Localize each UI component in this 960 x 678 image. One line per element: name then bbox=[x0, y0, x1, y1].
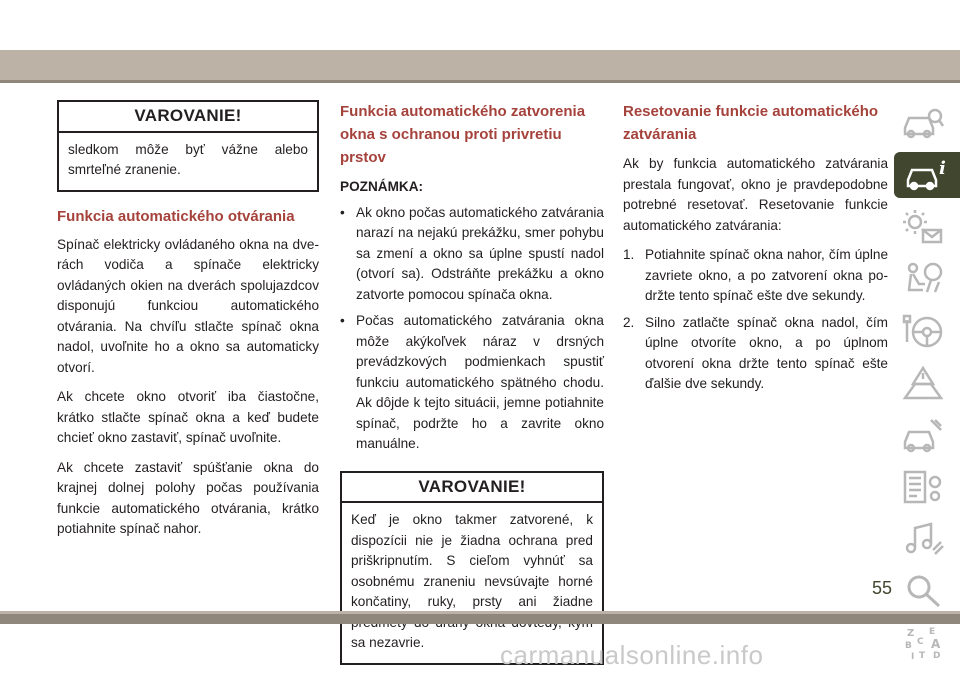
bullet: • bbox=[340, 204, 345, 220]
paragraph: Spínač elektricky ovládaného okna na dverách vodiča a spínače elektricky ovládaných okien na dverách spolujazdcov disponujú funkciou automatického otvárania. Na chvíľu stlačte spínač okna nadol, uvoľnite ho a okno sa automaticky otvorí. bbox=[57, 236, 319, 375]
column-right bbox=[623, 100, 888, 401]
svg-text:T: T bbox=[919, 651, 926, 661]
header-band bbox=[0, 50, 960, 80]
warning-box-continued bbox=[57, 100, 319, 192]
section-heading-reset: Resetovanie funkcie automatického zatvárania bbox=[623, 103, 879, 143]
paragraph: Ak by funkcia automatického zatvárania prestala fungovať, okno je pravdepodobne potrebné resetovať. Resetovanie funkcie automatického zatvárania: bbox=[623, 156, 888, 233]
car-inspection-icon[interactable] bbox=[894, 100, 952, 146]
warning-body: sledkom môže byť vážne alebo smrteľné zranenie. bbox=[68, 141, 308, 177]
airbag-safety-icon[interactable] bbox=[894, 256, 952, 302]
svg-text:i: i bbox=[939, 158, 946, 179]
car-info-icon[interactable] bbox=[894, 152, 960, 198]
list-item: • Ak okno počas automatického zatvárania narazí na nejakú prekážku, smer pohybu sa zmení a okno sa úplne spustí nadol (otvorí sa). Odstráňte prekážku a okno zatvorte pomocou spínača okna. bbox=[340, 204, 604, 302]
watermark: carmanualsonline.info bbox=[500, 640, 764, 670]
svg-text:B: B bbox=[905, 641, 912, 651]
multimedia-icon[interactable] bbox=[894, 516, 952, 562]
svg-text:I: I bbox=[911, 652, 915, 662]
list-item: • Počas automatického zatvárania okna môže akýkoľvek náraz v drsných prevádzkových podmienkach spustiť funkciu automatického spätného chodu. Ak dôjde k tejto situácii, jemne potiahnite spínač, podržte ho a zavrite okno manuálne. bbox=[340, 313, 604, 451]
note-list bbox=[340, 203, 604, 455]
search-index-icon[interactable] bbox=[894, 568, 952, 614]
warning-lights-message-icon[interactable] bbox=[894, 204, 952, 250]
footer-band bbox=[0, 614, 960, 624]
list-item: 1. Potiahnite spínač okna nahor, čím úplne zavriete okno, a po zatvorení okna podržte tento spínač ešte dve sekundy. bbox=[623, 247, 888, 303]
paragraph: Ak chcete zastaviť spúšťanie okna do krajnej dolnej polohy počas používania funkcie automatického otvárania, krátko potiahnite spínač nahor. bbox=[57, 459, 319, 536]
warning-title: VAROVANIE! bbox=[342, 473, 602, 504]
svg-text:Z: Z bbox=[907, 628, 915, 639]
chapter-tabs bbox=[894, 100, 960, 672]
steering-wheel-icon[interactable] bbox=[894, 308, 952, 354]
svg-text:E: E bbox=[929, 627, 936, 637]
alphabet-index-icon[interactable] bbox=[894, 620, 952, 666]
section-heading-auto-down: Funkcia automatického otvárania bbox=[57, 207, 295, 225]
bullet: • bbox=[340, 313, 345, 328]
warning-body: Keď je okno takmer zatvorené, k dispozícii nie je žiadna ochrana pred priškripnutím. S cieľom vyhnúť sa osobnému zraneniu nevsúvajte horné končatiny, ruky, prsty ani žiadne sa nezavrie. bbox=[351, 512, 593, 650]
page-number: 55 bbox=[871, 578, 892, 598]
steps-list bbox=[623, 245, 888, 395]
section-heading-auto-up: Funkcia automatického zatvorenia okna s ochranou proti privretiu prstov bbox=[340, 103, 586, 166]
warning-title: VAROVANIE! bbox=[59, 102, 317, 133]
svg-text:D: D bbox=[933, 651, 941, 661]
column-left bbox=[57, 100, 319, 549]
note-label: POZNÁMKA: bbox=[340, 179, 424, 194]
warning-box bbox=[340, 471, 604, 665]
column-middle bbox=[340, 100, 604, 665]
svg-text:C: C bbox=[917, 637, 924, 647]
road-warning-icon[interactable] bbox=[894, 360, 952, 406]
specifications-icon[interactable] bbox=[894, 464, 952, 510]
list-item: 2. Silno zatlačte spínač okna nadol, čím úplne otvoríte okno, a po úplnom otvorení okna držte tento spínač ešte ďalšie dve sekundy. bbox=[623, 314, 888, 391]
svg-text:A: A bbox=[931, 637, 941, 651]
car-service-icon[interactable] bbox=[894, 412, 952, 458]
paragraph: Ak chcete okno otvoriť iba čiastočne, krátko stlačte spínač okna a keď budete chcieť okno zastaviť, spínač uvoľnite. bbox=[57, 389, 319, 445]
